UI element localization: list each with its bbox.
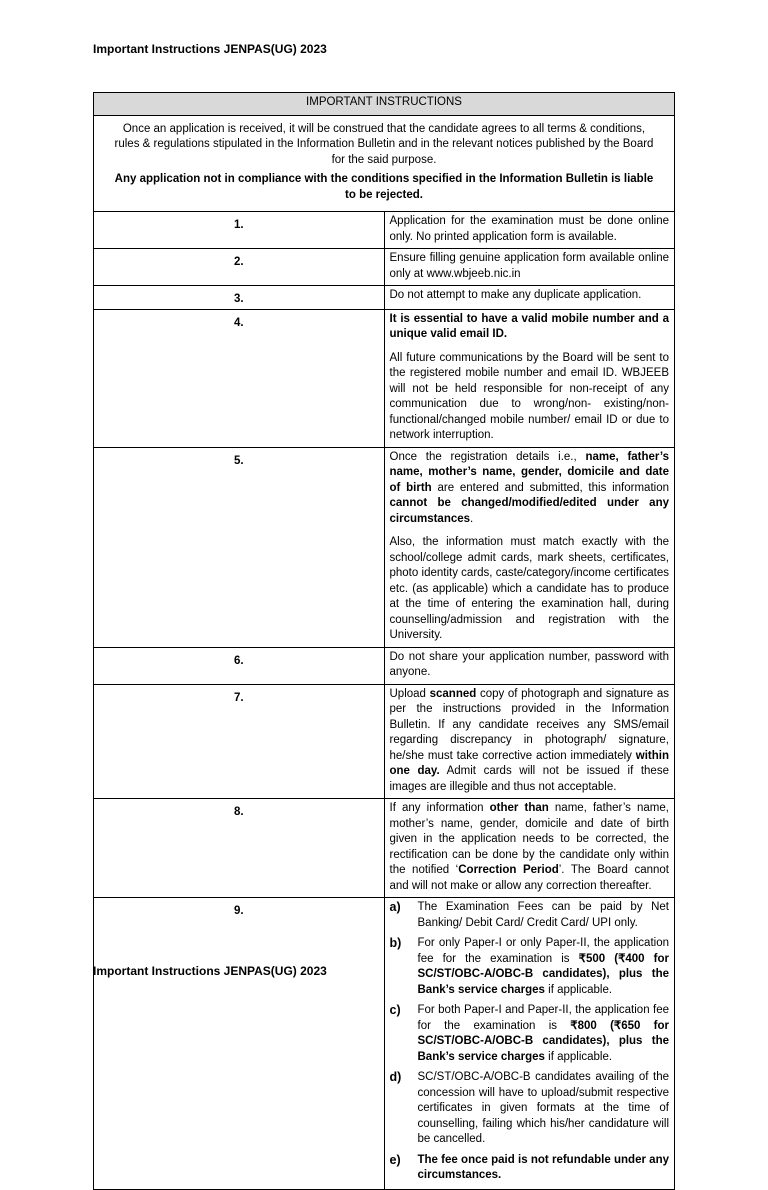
table-title: IMPORTANT INSTRUCTIONS [94, 93, 675, 116]
row-number: 4. [94, 309, 385, 447]
fee-item-text: SC/ST/OBC-A/OBC-B candidates availing of the concession will have to upload/submit respective certificates in given formats at the time of counselling, failing which his/her candidature will be cancelled. [417, 1071, 669, 1145]
row-number: 6. [94, 647, 385, 684]
fee-item [390, 1153, 670, 1184]
table-row [94, 898, 675, 1190]
page-footer: Important Instructions JENPAS(UG) 2023 [93, 964, 327, 978]
row-lead: Once the registration details i.e., name, father’s name, mother’s name, gender, domicile and date of birth are entered and submitted, this information cannot be changed/modified/edited under any circumstances. [389, 450, 669, 525]
row-text: Upload scanned copy of photograph and signature as per the instructions provided in the Information Bulletin. If any candidate receives any SMS/email regarding discrepancy in photograph/ signature, he/she must take corrective action immediately within one day. Admit cards will not be issued if these images are illegible and thus not acceptable. [384, 684, 675, 799]
table-row [94, 447, 675, 647]
row-number: 2. [94, 249, 385, 286]
row-number: 9. [94, 898, 385, 1190]
row-text: If any information other than name, father’s name, mother’s name, gender, domicile and date of birth given in the application needs to be corrected, the rectification can be done by the candidate only within the notified ‘Correction Period’. The Board cannot and will not make or allow any correction thereafter. [384, 799, 675, 898]
fee-item [390, 1070, 670, 1148]
fee-item-label: d) [389, 1070, 402, 1084]
fee-item-text: The Examination Fees can be paid by Net Banking/ Debit Card/ Credit Card/ UPI only. [417, 901, 669, 929]
table-row [94, 684, 675, 799]
row-text [384, 447, 675, 647]
intro-paragraph: Once an application is received, it will be construed that the candidate agrees to all terms & conditions, rules & regulations stipulated in the Information Bulletin and in the relevant notices published by the Board for the said purpose. [114, 122, 654, 166]
table-row [94, 799, 675, 898]
row-text: Application for the examination must be done online only. No printed application form is available. [384, 212, 675, 249]
instructions-table [93, 92, 675, 1190]
fee-item [390, 900, 670, 931]
table-row [94, 647, 675, 684]
row-number: 7. [94, 684, 385, 799]
intro-cell [94, 115, 675, 212]
row-lead: It is essential to have a valid mobile number and a unique valid email ID. [389, 312, 669, 340]
fee-item-label: a) [389, 900, 401, 914]
fee-item-label: b) [389, 936, 402, 950]
row-detail: All future communications by the Board will be sent to the registered mobile number and email ID. WBJEEB will not be held responsible for non-receipt of any communication due to wrong/non- existing/non-functional/changed mobile number/ email ID or due to network interruption. [389, 351, 669, 441]
row-text: Ensure filling genuine application form available online only at www.wbjeeb.nic.in [384, 249, 675, 286]
row-number: 5. [94, 447, 385, 647]
fee-item-text: For both Paper-I and Paper-II, the application fee for the examination is ₹800 (₹650 for SC/ST/OBC-A/OBC-B candidates), plus the Bank’s service charges if applicable. [417, 1004, 669, 1063]
row-text [384, 309, 675, 447]
intro-warning: Any application not in compliance with the conditions specified in the Information Bulletin is liable to be rejected. [114, 173, 654, 201]
row-text: Do not attempt to make any duplicate application. [384, 286, 675, 310]
page-header: Important Instructions JENPAS(UG) 2023 [93, 42, 327, 56]
fee-item-label: e) [389, 1152, 401, 1167]
table-row [94, 212, 675, 249]
fee-item [390, 1003, 670, 1065]
row-number: 8. [94, 799, 385, 898]
fee-item [390, 936, 670, 998]
row-text [384, 898, 675, 1190]
fee-item-text: The fee once paid is not refundable under any circumstances. [417, 1153, 669, 1181]
row-text: Do not share your application number, password with anyone. [384, 647, 675, 684]
fee-item-label: c) [389, 1003, 401, 1017]
table-row [94, 249, 675, 286]
table-row [94, 309, 675, 447]
fee-item-text: For only Paper-I or only Paper-II, the application fee for the examination is ₹500 (₹400 for SC/ST/OBC-A/OBC-B candidates), plus the Bank’s service charges if applicable. [417, 937, 669, 996]
row-detail: Also, the information must match exactly with the school/college admit cards, mark sheets, certificates, photo identity cards, caste/category/income certificates etc. (as applicable) which a candidate has to produce at the time of entering the examination hall, during counselling/admission and registration with the University. [389, 536, 669, 641]
row-number: 1. [94, 212, 385, 249]
table-row [94, 286, 675, 310]
row-number: 3. [94, 286, 385, 310]
